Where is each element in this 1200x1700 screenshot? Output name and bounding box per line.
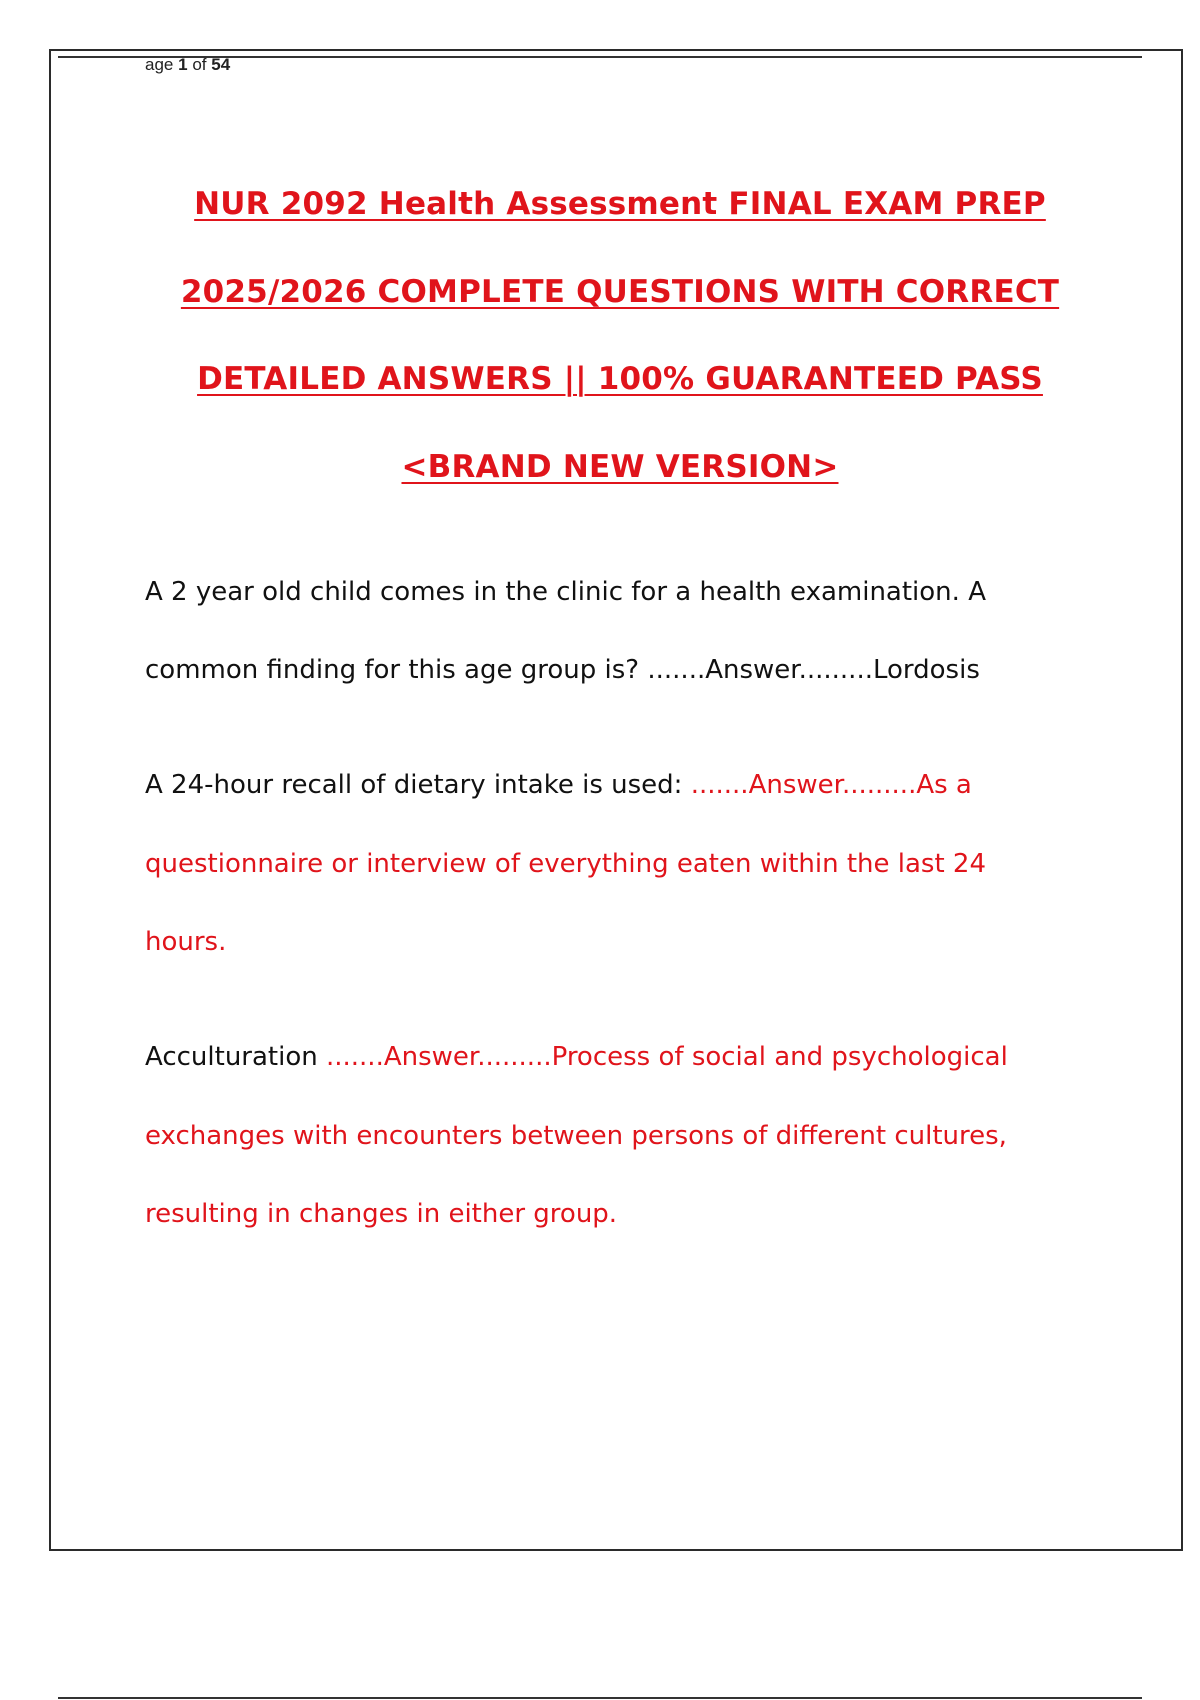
qa-2-answer-part-1: .......Answer.........As a	[690, 770, 972, 800]
qa-2-answer-part-2: questionnaire or interview of everything eaten within the last 24	[145, 849, 987, 879]
document-title-line-1	[60, 184, 1180, 224]
page-number	[145, 55, 230, 75]
document-title-line-3	[60, 359, 1180, 399]
qa-3-line-1	[145, 1040, 1085, 1074]
footer-rule	[58, 1697, 1142, 1699]
qa-1-question-part-1: A 2 year old child comes in the clinic for a health examination. A	[145, 577, 986, 607]
title-text-1: NUR 2092 Health Assessment FINAL EXAM PREP	[194, 186, 1046, 222]
qa-3-line-3	[145, 1197, 1085, 1231]
qa-2-line-3	[145, 925, 1085, 959]
qa-3-question: Acculturation	[145, 1042, 326, 1072]
qa-2-line-2	[145, 847, 1085, 881]
page-number-current: 1	[178, 55, 188, 74]
qa-1-line-1	[145, 575, 1085, 609]
page-number-prefix: age	[145, 55, 174, 74]
title-text-3: DETAILED ANSWERS || 100% GUARANTEED PASS	[197, 361, 1043, 397]
title-text-2: 2025/2026 COMPLETE QUESTIONS WITH CORRECT	[180, 274, 1060, 310]
qa-1-question-part-2: common finding for this age group is? .......Answer.........Lordosis	[145, 655, 980, 685]
qa-1-line-2	[145, 653, 1085, 687]
qa-2-line-1	[145, 768, 1085, 802]
page-number-total: 54	[211, 55, 231, 74]
qa-3-answer-part-2: exchanges with encounters between persons of different cultures,	[145, 1121, 1007, 1151]
qa-3-answer-part-1: .......Answer.........Process of social and psychological	[325, 1042, 1008, 1072]
document-title-line-2	[60, 272, 1180, 312]
qa-2-answer-part-3: hours.	[145, 927, 227, 957]
qa-3-line-2	[145, 1119, 1085, 1153]
title-text-4: <BRAND NEW VERSION>	[401, 449, 839, 485]
qa-3-answer-part-3: resulting in changes in either group.	[145, 1199, 618, 1229]
page-number-of: of	[192, 55, 207, 74]
document-title-line-4	[60, 447, 1180, 487]
qa-2-question: A 24-hour recall of dietary intake is used:	[145, 770, 691, 800]
